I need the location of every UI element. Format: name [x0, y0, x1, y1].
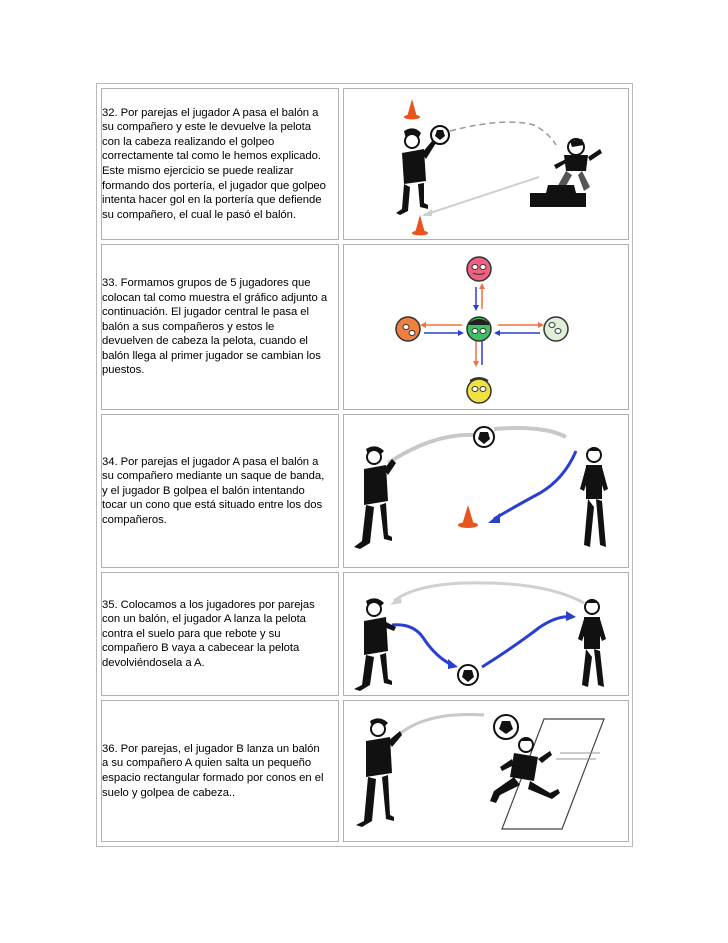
five-player-cross-illustration — [344, 245, 628, 409]
exercise-row-33 — [97, 244, 632, 410]
exercise-table — [96, 83, 633, 847]
player-b-figure — [530, 139, 602, 207]
player-b-figure — [578, 599, 606, 687]
throw-trajectory-line — [396, 714, 484, 737]
bounce-header-illustration — [344, 573, 628, 695]
exercise-illustration-cell — [343, 244, 629, 410]
ball-icon — [494, 715, 518, 739]
bounce-throw-line — [392, 625, 452, 665]
exercise-row-32 — [97, 88, 632, 240]
exercise-row-35 — [97, 572, 632, 696]
cone-icon — [458, 505, 478, 528]
exercise-description: 36. Por parejas, el jugador B lanza un balón a su compañero A quien salta un pequeño espacio rectangular formado por conos en el suelo y golpea de cabeza.. — [102, 742, 324, 799]
throw-in-cone-illustration — [344, 415, 628, 567]
ball-icon — [431, 126, 449, 144]
exercise-description: 32. Por parejas el jugador A pasa el balón a su compañero y este le devuelve la pelota con la cabeza realizando el golpeo correctamente tal como le hemos explicado. Este mismo ejercicio se puede realizar formando dos portería, el jugador que golpeo intenta hacer gol en la portería que defiende su compañero, el cual le pasó el balón. — [102, 106, 326, 221]
player-b-figure — [356, 718, 402, 827]
player-a-figure — [490, 738, 560, 803]
player-b-figure — [580, 447, 608, 547]
player-a-figure — [396, 128, 436, 215]
exercise-illustration-cell — [343, 572, 629, 696]
exercise-illustration-cell — [343, 88, 629, 240]
exercise-row-34 — [97, 414, 632, 568]
exercise-illustration-cell — [343, 414, 629, 568]
exercise-description: 34. Por parejas el jugador A pasa el balón a su compañero mediante un saque de banda, y el jugador B golpea el balón intentando tocar un cono que está situado entre los dos compañeros. — [102, 455, 325, 526]
exercise-text-cell — [101, 572, 339, 696]
cone-icon — [404, 99, 420, 120]
player-left-icon — [396, 317, 420, 341]
header-return-arrow — [424, 177, 539, 215]
player-center-icon — [467, 317, 491, 341]
exercise-description: 33. Formamos grupos de 5 jugadores que colocan tal como muestra el gráfico adjunto a continuación. El jugador central le pasa el balón a sus compañeros y estos le devuelven de cabeza la pelota, cuando el balón llega al primer jugador se cambian los puestos. — [102, 276, 328, 377]
ball-icon — [474, 427, 494, 447]
return-trajectory-line — [394, 583, 584, 603]
jump-header-illustration — [344, 701, 628, 841]
bounce-rebound-line — [482, 617, 572, 667]
exercise-text-cell — [101, 244, 339, 410]
throw-trajectory-line — [388, 435, 474, 463]
exercise-text-cell — [101, 700, 339, 842]
pass-trajectory-line — [450, 122, 556, 145]
player-right-icon — [544, 317, 568, 341]
header-arrow — [494, 451, 576, 519]
exercise-text-cell — [101, 414, 339, 568]
player-top-icon — [467, 257, 491, 281]
exercise-illustration-cell — [343, 700, 629, 842]
cone-icon — [412, 215, 428, 236]
header-pass-goal-illustration — [344, 89, 628, 239]
player-bottom-icon — [467, 378, 491, 403]
exercise-text-cell — [101, 88, 339, 240]
ball-icon — [458, 665, 478, 685]
exercise-description: 35. Colocamos a los jugadores por parejas con un balón, el jugador A lanza la pelota contra el suelo para que rebote y su compañero B vaya a cabecear la pelota devolviéndosela a A. — [102, 598, 315, 669]
player-a-figure — [354, 598, 396, 691]
exercise-row-36 — [97, 700, 632, 842]
